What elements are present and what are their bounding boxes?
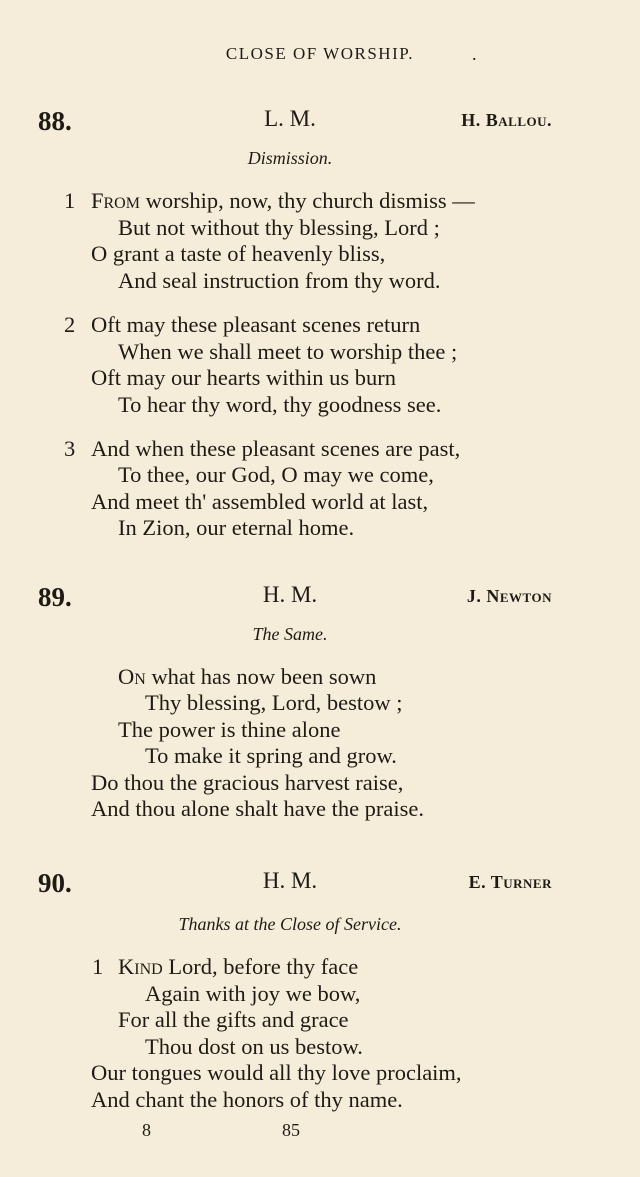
hymn-subtitle: Thanks at the Close of Service. — [178, 914, 402, 934]
verse-line: To make it spring and grow. — [145, 743, 397, 768]
hymn-88-header — [0, 106, 640, 140]
hymn-90-header — [0, 868, 640, 902]
verse-line: Thy blessing, Lord, bestow ; — [145, 690, 403, 715]
hymn-number: 90. — [38, 868, 72, 898]
hymn-meter: L. M. — [264, 106, 316, 131]
page-number: 85 — [282, 1120, 300, 1140]
verse-line: And when these pleasant scenes are past, — [91, 436, 461, 461]
verse-line: Thou dost on us bestow. — [145, 1034, 363, 1059]
verse-number: 1 — [64, 188, 76, 213]
hymn-meter: H. M. — [262, 868, 318, 893]
verse-line — [91, 188, 475, 214]
verse-number: 2 — [64, 312, 76, 337]
signature-mark: 8 — [142, 1120, 151, 1140]
drop-cap-word: On — [118, 664, 146, 689]
header-mark: . — [472, 44, 477, 64]
verse-line: But not without thy blessing, Lord ; — [118, 215, 440, 240]
verse-line: Our tongues would all thy love proclaim, — [91, 1060, 462, 1085]
verse-line-text: what has now been sown — [151, 664, 377, 689]
hymn-number: 88. — [38, 106, 72, 136]
verse-line: And thou alone shalt have the praise. — [91, 796, 425, 821]
verse-number: 1 — [92, 954, 104, 979]
verse-line: Oft may our hearts within us burn — [91, 365, 396, 390]
verse-line-text: worship, now, thy church dismiss — — [145, 188, 475, 213]
verse-line-text: Lord, before thy face — [168, 954, 359, 979]
running-header: CLOSE OF WORSHIP. — [225, 44, 415, 63]
drop-cap-word: Kind — [118, 954, 163, 979]
verse-line: Again with joy we bow, — [145, 981, 361, 1006]
verse-line: When we shall meet to worship thee ; — [118, 339, 458, 364]
verse-line: For all the gifts and grace — [118, 1007, 349, 1032]
verse-number: 3 — [64, 436, 76, 461]
verse-line: Do thou the gracious harvest raise, — [91, 770, 404, 795]
hymn-author: H. Ballou. — [461, 110, 552, 130]
verse-line — [118, 954, 358, 980]
verse-line: O grant a taste of heavenly bliss, — [91, 241, 386, 266]
hymn-author: J. Newton — [466, 586, 552, 606]
verse-line: And meet th' assembled world at last, — [91, 489, 429, 514]
verse-line: To hear thy word, thy goodness see. — [118, 392, 442, 417]
verse-line: And chant the honors of thy name. — [91, 1087, 403, 1112]
verse-line: The power is thine alone — [118, 717, 341, 742]
drop-cap-word: From — [91, 188, 140, 213]
hymn-meter: H. M. — [262, 582, 318, 607]
hymn-subtitle: The Same. — [252, 624, 328, 644]
verse-line: And seal instruction from thy word. — [118, 268, 441, 293]
hymn-author: E. Turner — [468, 872, 552, 892]
verse-line: To thee, our God, O may we come, — [118, 462, 434, 487]
hymn-subtitle: Dismission. — [247, 148, 333, 168]
verse-line: In Zion, our eternal home. — [118, 515, 355, 540]
hymn-number: 89. — [38, 582, 72, 612]
verse-line — [118, 664, 376, 690]
hymn-89-header — [0, 582, 640, 616]
verse-line: Oft may these pleasant scenes return — [91, 312, 421, 337]
